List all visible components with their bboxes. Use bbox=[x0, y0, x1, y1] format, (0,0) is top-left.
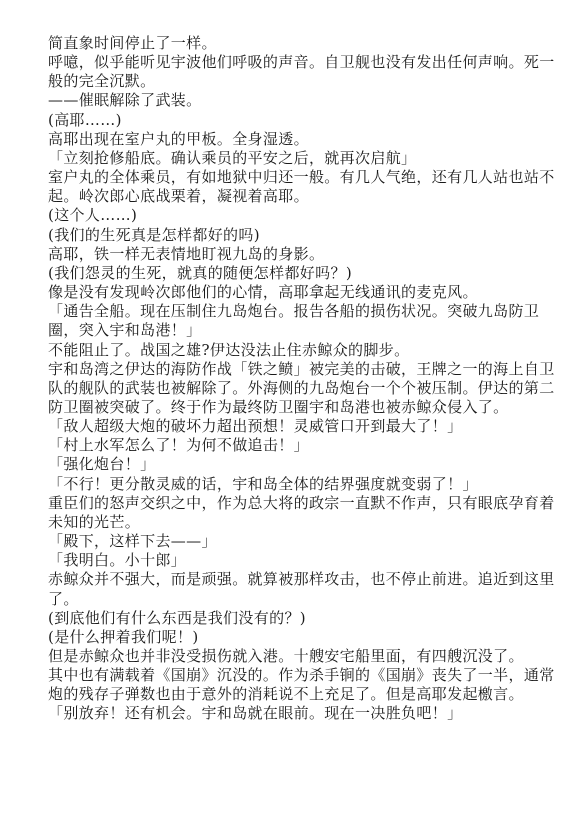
paragraph: 「我明白。小十郎」 bbox=[48, 551, 187, 570]
paragraph: 「不行！更分散灵威的话，宇和岛全体的结界强度就变弱了！」 bbox=[48, 474, 478, 493]
paragraph: 赤鲸众并不强大，而是顽强。就算被那样攻击，也不停止前进。追近到这里了。 bbox=[48, 570, 555, 608]
paragraph: 但是赤鲸众也并非没受损伤就入港。十艘安宅船里面，有四艘沉没了。 bbox=[48, 647, 524, 665]
paragraph: 像是没有发现岭次郎他们的心情，高耶拿起无线通讯的麦克风。 bbox=[48, 283, 478, 302]
paragraph: 呼噫，似乎能听见宇波他们呼吸的声音。自卫舰也没有发出任何声响。死一般的完全沉默。 bbox=[48, 53, 555, 91]
paragraph: (我们的生死真是怎样都好的吗) bbox=[48, 225, 260, 244]
paragraph: 重臣们的怒声交织之中，作为总大将的政宗一直默不作声，只有眼底孕育着未知的光芒。 bbox=[48, 493, 555, 531]
paragraph: 高耶，铁一样无表情地盯视九岛的身影。 bbox=[48, 244, 325, 263]
paragraph: (我们怨灵的生死，就真的随便怎样都好吗？) bbox=[48, 263, 353, 282]
paragraph: 「殿下，这样下去——」 bbox=[48, 532, 217, 551]
paragraph: 不能阻止了。战国之雄?伊达没法止住赤鲸众的脚步。 bbox=[48, 340, 410, 359]
paragraph: 「村上水军怎么了！为何不做追击！」 bbox=[48, 436, 309, 455]
paragraph: 简直象时间停止了一样。 bbox=[48, 34, 217, 52]
paragraph: 其中也有满载着《国崩》沉没的。作为杀手锏的《国崩》丧失了一半，通常炮的残存子弹数也由于意外的消耗说不上充足了。但是高耶发起檄言。 bbox=[48, 666, 555, 704]
paragraph: 「通告全船。现在压制住九岛炮台。报告各船的损伤状况。突破九岛防卫圈，突入宇和岛港！」 bbox=[48, 302, 540, 340]
paragraph: (高耶……) bbox=[48, 110, 122, 129]
paragraph: 高耶出现在室户丸的甲板。全身湿透。 bbox=[48, 129, 309, 148]
body-text bbox=[48, 34, 556, 724]
paragraph: 「敌人超级大炮的破坏力超出预想！灵威管口开到最大了！」 bbox=[48, 417, 463, 436]
paragraph: 室户丸的全体乘员，有如地狱中归还一般。有几人气绝，还有几人站也站不起。岭次郎心底战栗着，凝视着高耶。 bbox=[48, 168, 555, 206]
paragraph: 宇和岛湾之伊达的海防作战「铁之鲼」被完美的击破，王牌之一的海上自卫队的舰队的武装也被解除了。外海侧的九岛炮台一个个被压制。伊达的第二防卫圈被突破了。终于作为最终防卫圈宇和岛港也被赤鲸众侵入了。 bbox=[48, 359, 555, 416]
paragraph: 「别放弃！还有机会。宇和岛就在眼前。现在一决胜负吧！」 bbox=[48, 704, 463, 723]
paragraph: ——催眠解除了武装。 bbox=[48, 91, 202, 110]
paragraph: (是什么押着我们呢！) bbox=[48, 627, 199, 646]
paragraph: 「强化炮台！」 bbox=[48, 455, 156, 474]
paragraph: (到底他们有什么东西是我们没有的？) bbox=[48, 608, 307, 627]
paragraph: (这个人……) bbox=[48, 206, 138, 225]
paragraph: 「立刻抢修船底。确认乘员的平安之后，就再次启航」 bbox=[48, 148, 417, 167]
